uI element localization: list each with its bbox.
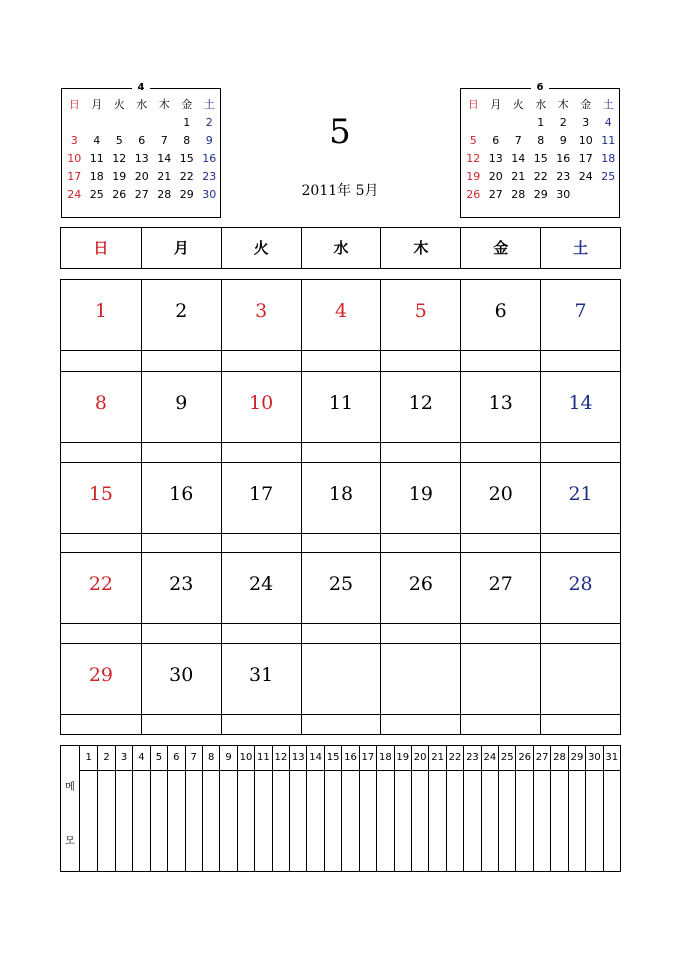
memo-day-number: 19 [395, 746, 411, 771]
day-note-divider [222, 714, 301, 715]
memo-day-column [359, 746, 376, 871]
memo-day-columns [80, 746, 620, 871]
mini-day: 13 [488, 152, 503, 165]
day-number: 25 [328, 573, 354, 596]
day-note-divider [142, 623, 221, 624]
memo-day-number: 31 [604, 746, 620, 771]
mini-weekday: 月 [490, 98, 502, 111]
mini-day: 8 [183, 134, 191, 147]
mini-day: 8 [537, 134, 545, 147]
day-number: 22 [88, 573, 114, 596]
memo-day-column [306, 746, 323, 871]
memo-day-column [185, 746, 202, 871]
mini-day [485, 114, 508, 132]
mini-day: 26 [112, 188, 127, 201]
mini-day: 25 [601, 170, 616, 183]
memo-day-number: 4 [133, 746, 149, 771]
memo-day-number: 23 [464, 746, 480, 771]
day-note-divider [461, 350, 540, 351]
mini-weekday: 日 [68, 98, 80, 111]
mini-day: 1 [537, 116, 545, 129]
day-note-divider [142, 714, 221, 715]
memo-day-number: 10 [238, 746, 254, 771]
mini-day: 4 [604, 116, 612, 129]
memo-day-number: 20 [412, 746, 428, 771]
day-number: 8 [94, 391, 107, 414]
mini-day: 9 [205, 134, 213, 147]
memo-day-column [428, 746, 445, 871]
mini-day: 29 [533, 188, 548, 201]
memo-day-column [132, 746, 149, 871]
calendar-day-cell [380, 371, 460, 462]
mini-day: 18 [601, 152, 616, 165]
day-note-divider [142, 533, 221, 534]
memo-day-number: 29 [569, 746, 585, 771]
mini-day: 15 [533, 152, 548, 165]
day-number: 13 [488, 391, 513, 414]
day-note-divider [222, 442, 301, 443]
mini-weekday: 土 [203, 98, 215, 111]
memo-day-column [376, 746, 393, 871]
day-note-divider [222, 623, 301, 624]
calendar-day-cell [221, 371, 301, 462]
mini-calendar-title: 4 [132, 82, 151, 93]
calendar-day-cell [301, 462, 381, 553]
day-note-divider [381, 623, 460, 624]
calendar-day-cell [221, 462, 301, 553]
mini-day: 12 [112, 152, 127, 165]
mini-weekday: 木 [158, 98, 170, 111]
memo-day-column [498, 746, 515, 871]
day-note-divider [461, 533, 540, 534]
day-note-divider [461, 623, 540, 624]
memo-day-number: 3 [116, 746, 132, 771]
weekday-sun: 日 [93, 239, 109, 257]
day-number [461, 644, 540, 714]
mini-day: 17 [578, 152, 593, 165]
mini-weekday: 金 [580, 98, 592, 111]
day-number [381, 644, 460, 714]
memo-day-column [237, 746, 254, 871]
weekday-sat: 土 [540, 228, 620, 268]
day-note-divider [222, 350, 301, 351]
mini-day: 19 [112, 170, 127, 183]
mini-day: 3 [582, 116, 590, 129]
mini-day: 22 [179, 170, 194, 183]
mini-day: 27 [134, 188, 149, 201]
calendar-day-cell [540, 552, 620, 643]
mini-day: 4 [93, 134, 101, 147]
weekday-header [60, 227, 621, 269]
calendar-day-cell [141, 552, 221, 643]
mini-weekday: 月 [91, 98, 103, 111]
memo-day-column [115, 746, 132, 871]
memo-day-column [411, 746, 428, 871]
mini-day: 1 [183, 116, 191, 129]
mini-day: 30 [556, 188, 571, 201]
mini-day: 11 [601, 134, 616, 147]
calendar-day-cell [380, 280, 460, 371]
calendar-day-cell [540, 462, 620, 553]
mini-day: 14 [511, 152, 526, 165]
weekday-wed: 水 [301, 228, 381, 268]
memo-day-number: 27 [534, 746, 550, 771]
mini-day: 10 [578, 134, 593, 147]
weekday-tue: 火 [221, 228, 301, 268]
mini-day: 9 [559, 134, 567, 147]
day-note-divider [302, 533, 381, 534]
calendar-day-cell [141, 462, 221, 553]
calendar-day-cell [301, 552, 381, 643]
memo-day-column [289, 746, 306, 871]
mini-weekday: 火 [512, 98, 524, 111]
day-note-divider [541, 350, 620, 351]
memo-day-column [97, 746, 114, 871]
calendar-day-cell [61, 280, 141, 371]
mini-day: 24 [578, 170, 593, 183]
memo-day-column [80, 746, 97, 871]
day-number: 14 [568, 391, 593, 414]
day-number: 28 [568, 573, 593, 596]
memo-day-column [463, 746, 480, 871]
day-note-divider [541, 442, 620, 443]
mini-day: 7 [514, 134, 522, 147]
mini-day: 18 [89, 170, 104, 183]
mini-day [63, 114, 86, 132]
memo-day-column [150, 746, 167, 871]
calendar-day-cell [141, 643, 221, 734]
memo-label-char-2: 모 [65, 836, 75, 847]
day-number: 6 [494, 300, 507, 322]
mini-day [86, 114, 109, 132]
day-note-divider [61, 350, 141, 351]
calendar-day-cell [380, 462, 460, 553]
month-calendar-grid [60, 279, 621, 735]
memo-day-number: 22 [447, 746, 463, 771]
mini-day: 20 [134, 170, 149, 183]
mini-day: 29 [179, 188, 194, 201]
calendar-day-cell [221, 552, 301, 643]
day-note-divider [61, 714, 141, 715]
memo-day-number: 16 [342, 746, 358, 771]
day-note-divider [142, 350, 221, 351]
memo-day-column [254, 746, 271, 871]
mini-weekday: 土 [602, 98, 614, 111]
memo-day-number: 2 [98, 746, 114, 771]
day-note-divider [61, 442, 141, 443]
mini-day [108, 114, 131, 132]
mini-day: 23 [202, 170, 217, 183]
day-note-divider [61, 533, 141, 534]
memo-day-column [603, 746, 620, 871]
memo-day-number: 21 [429, 746, 445, 771]
day-number: 18 [328, 482, 354, 505]
day-number: 1 [94, 300, 107, 322]
day-number: 29 [88, 664, 114, 687]
memo-day-column [341, 746, 358, 871]
mini-day: 19 [466, 170, 481, 183]
mini-day: 25 [89, 188, 104, 201]
memo-day-number: 6 [168, 746, 184, 771]
memo-day-column [202, 746, 219, 871]
day-number: 7 [574, 300, 587, 322]
memo-day-number: 8 [203, 746, 219, 771]
mini-day: 28 [511, 188, 526, 201]
day-number: 11 [328, 391, 354, 414]
calendar-day-cell [61, 462, 141, 553]
day-note-divider [381, 533, 460, 534]
day-note-divider [302, 350, 381, 351]
mini-weekday: 金 [181, 98, 193, 111]
day-number: 10 [249, 391, 274, 414]
day-note-divider [381, 714, 460, 715]
calendar-day-cell [221, 280, 301, 371]
mini-day: 5 [469, 134, 477, 147]
day-number: 16 [169, 482, 194, 505]
mini-day [507, 114, 530, 132]
mini-day: 5 [115, 134, 123, 147]
day-note-divider [461, 442, 540, 443]
day-number: 30 [169, 664, 194, 687]
day-number: 12 [408, 391, 433, 414]
memo-label-char-1: 메 [65, 782, 75, 793]
mini-day: 12 [466, 152, 481, 165]
memo-day-number: 1 [80, 746, 97, 771]
mini-day [462, 114, 485, 132]
day-note-divider [302, 623, 381, 624]
memo-day-number: 28 [551, 746, 567, 771]
calendar-day-cell [301, 371, 381, 462]
calendar-day-cell [460, 643, 540, 734]
mini-day: 26 [466, 188, 481, 201]
mini-weekday: 木 [557, 98, 569, 111]
mini-day: 13 [134, 152, 149, 165]
mini-day: 23 [556, 170, 571, 183]
calendar-day-cell [61, 643, 141, 734]
day-note-divider [541, 714, 620, 715]
day-number [541, 644, 620, 714]
mini-calendar-april [61, 82, 221, 218]
calendar-day-cell [380, 643, 460, 734]
memo-day-number: 13 [290, 746, 306, 771]
memo-day-number: 15 [325, 746, 341, 771]
mini-weekday: 水 [535, 98, 547, 111]
day-note-divider [61, 623, 141, 624]
day-note-divider [222, 533, 301, 534]
mini-day: 2 [559, 116, 567, 129]
mini-day: 6 [492, 134, 500, 147]
calendar-day-cell [380, 552, 460, 643]
memo-day-column [394, 746, 411, 871]
calendar-day-cell [540, 371, 620, 462]
calendar-day-cell [61, 552, 141, 643]
memo-day-column [568, 746, 585, 871]
day-note-divider [302, 442, 381, 443]
day-note-divider [381, 350, 460, 351]
mini-day: 24 [67, 188, 82, 201]
mini-day: 20 [488, 170, 503, 183]
day-note-divider [302, 714, 381, 715]
memo-day-number: 25 [499, 746, 515, 771]
day-number: 2 [175, 300, 188, 322]
memo-day-number: 18 [377, 746, 393, 771]
day-number: 23 [169, 573, 194, 596]
memo-day-number: 17 [360, 746, 376, 771]
mini-day: 6 [138, 134, 146, 147]
mini-calendar-june [460, 82, 620, 218]
calendar-day-cell [460, 280, 540, 371]
calendar-day-cell [540, 643, 620, 734]
day-number: 31 [249, 664, 274, 687]
weekday-mon: 月 [141, 228, 221, 268]
day-note-divider [142, 442, 221, 443]
day-note-divider [541, 533, 620, 534]
calendar-day-cell [460, 371, 540, 462]
memo-day-column [550, 746, 567, 871]
mini-weekday: 火 [113, 98, 125, 111]
memo-day-column [324, 746, 341, 871]
day-number: 20 [488, 482, 513, 505]
memo-day-column [167, 746, 184, 871]
calendar-day-cell [460, 462, 540, 553]
memo-day-number: 14 [307, 746, 323, 771]
mini-day: 15 [179, 152, 194, 165]
memo-day-number: 24 [482, 746, 498, 771]
mini-calendar-grid [462, 96, 620, 204]
mini-day: 21 [511, 170, 526, 183]
day-number: 24 [249, 573, 274, 596]
day-number: 9 [175, 391, 188, 414]
mini-day: 28 [157, 188, 172, 201]
mini-day: 14 [157, 152, 172, 165]
day-number: 21 [568, 482, 593, 505]
day-number [302, 644, 381, 714]
mini-day: 11 [89, 152, 104, 165]
mini-calendar-title: 6 [531, 82, 550, 93]
calendar-day-cell [540, 280, 620, 371]
day-number: 5 [414, 300, 427, 322]
mini-weekday: 水 [136, 98, 148, 111]
memo-day-column [446, 746, 463, 871]
calendar-day-cell [460, 552, 540, 643]
day-number: 4 [334, 300, 348, 322]
calendar-day-cell [141, 280, 221, 371]
mini-day: 2 [205, 116, 213, 129]
month-number: 5 [329, 112, 351, 152]
day-number: 27 [488, 573, 513, 596]
day-note-divider [541, 623, 620, 624]
memo-day-number: 12 [273, 746, 289, 771]
day-note-divider [381, 442, 460, 443]
memo-day-number: 7 [186, 746, 202, 771]
memo-day-column [515, 746, 532, 871]
memo-day-number: 9 [220, 746, 236, 771]
day-number: 3 [255, 300, 268, 322]
day-number: 19 [408, 482, 433, 505]
mini-day: 3 [70, 134, 78, 147]
mini-day: 16 [202, 152, 217, 165]
day-number: 17 [249, 482, 274, 505]
memo-day-number: 5 [151, 746, 167, 771]
memo-day-column [219, 746, 236, 871]
mini-day: 7 [160, 134, 168, 147]
calendar-day-cell [141, 371, 221, 462]
mini-day [153, 114, 176, 132]
calendar-day-cell [61, 371, 141, 462]
memo-label [61, 746, 80, 871]
memo-day-number: 26 [516, 746, 532, 771]
weekday-thu: 木 [380, 228, 460, 268]
calendar-day-cell [221, 643, 301, 734]
year-month-label: 2011年 5月 [301, 183, 379, 199]
calendar-day-cell [301, 280, 381, 371]
mini-day: 10 [67, 152, 82, 165]
mini-day [131, 114, 154, 132]
mini-day: 17 [67, 170, 82, 183]
memo-section [60, 745, 621, 872]
mini-day: 22 [533, 170, 548, 183]
mini-day: 27 [488, 188, 503, 201]
day-note-divider [461, 714, 540, 715]
mini-day: 30 [202, 188, 217, 201]
mini-weekday: 日 [467, 98, 479, 111]
mini-calendar-grid [63, 96, 221, 204]
memo-day-column [481, 746, 498, 871]
mini-day: 21 [157, 170, 172, 183]
memo-day-number: 11 [255, 746, 271, 771]
mini-day: 16 [556, 152, 571, 165]
memo-day-number: 30 [586, 746, 602, 771]
memo-day-column [585, 746, 602, 871]
calendar-day-cell [301, 643, 381, 734]
memo-day-column [272, 746, 289, 871]
day-number: 26 [408, 573, 433, 596]
weekday-fri: 金 [460, 228, 540, 268]
day-number: 15 [88, 482, 114, 505]
memo-day-column [533, 746, 550, 871]
